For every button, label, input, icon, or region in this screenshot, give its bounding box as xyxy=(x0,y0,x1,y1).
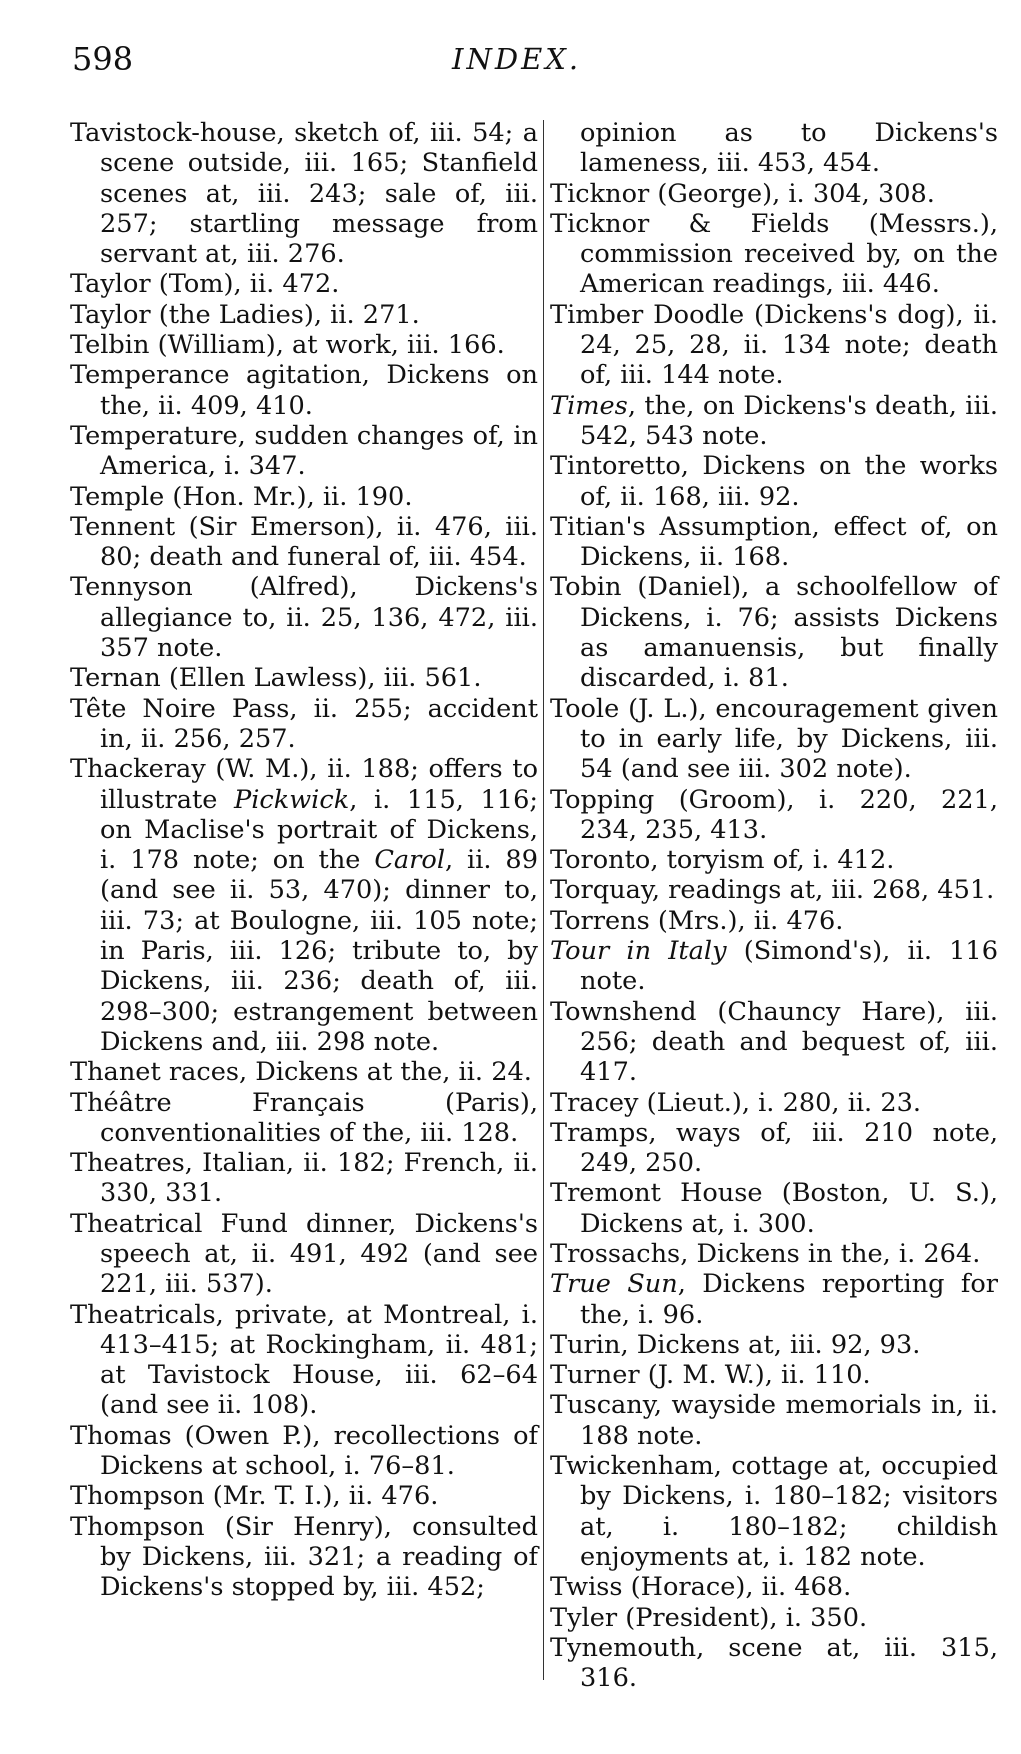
italic-title: Carol xyxy=(374,845,446,876)
entry-text: Tynemouth, scene at, iii. 315, 316. xyxy=(550,1632,998,1694)
entry-text: Tuscany, wayside memorials in, ii. 188 note. xyxy=(550,1390,998,1451)
entry-text: Thackeray (W. M.), ii. 188; offers to illustrate xyxy=(70,754,538,815)
entry-text: Trossachs, Dickens in the, i. 264. xyxy=(550,1238,981,1269)
entry-text: Turner (J. M. W.), ii. 110. xyxy=(550,1360,871,1391)
index-entry xyxy=(550,1572,998,1602)
page-title: INDEX. xyxy=(452,42,582,76)
index-entry xyxy=(70,512,538,573)
entry-text: Taylor (Tom), ii. 472. xyxy=(70,269,340,300)
index-entry xyxy=(550,1269,998,1330)
index-entry xyxy=(550,300,998,391)
entry-text: Toole (J. L.), encouragement given to in early life, by Dickens, iii. 54 (and see iii. 302 note). xyxy=(550,693,998,785)
index-entry xyxy=(550,1088,998,1118)
index-entry xyxy=(550,1360,998,1390)
entry-text: Twiss (Horace), ii. 468. xyxy=(550,1572,852,1603)
entry-text: Thanet races, Dickens at the, ii. 24. xyxy=(70,1057,532,1088)
index-entry xyxy=(550,936,998,997)
entry-text: , i. 115, 116; on Maclise's portrait of Dickens, i. 178 note; on the xyxy=(100,784,538,876)
entry-text: Tramps, ways of, iii. 210 note, 249, 250. xyxy=(550,1117,998,1179)
entry-text: Telbin (William), at work, iii. 166. xyxy=(70,330,505,361)
entry-text: (Simond's), ii. 116 note. xyxy=(580,936,998,997)
index-entry xyxy=(70,754,538,1057)
page-number: 598 xyxy=(72,40,134,78)
entry-text: Tobin (Daniel), a schoolfellow of Dickens, i. 76; assists Dickens as amanuensis, but finally discarded, i. 81. xyxy=(550,572,998,694)
continued-entry: opinion as to Dickens's lameness, iii. 453, 454. xyxy=(580,118,998,179)
entry-text: Théâtre Français (Paris), conventionalities of the, iii. 128. xyxy=(70,1087,538,1148)
index-entry xyxy=(550,906,998,936)
index-entry xyxy=(550,572,998,693)
entry-text: Tyler (President), i. 350. xyxy=(550,1602,868,1633)
index-entry xyxy=(70,663,538,693)
index-entry xyxy=(70,1300,538,1421)
index-entry xyxy=(70,1148,538,1209)
entry-text: Ticknor (George), i. 304, 308. xyxy=(550,178,935,209)
entry-text: Topping (Groom), i. 220, 221, 234, 235, 413. xyxy=(550,784,998,845)
index-entry xyxy=(550,391,998,452)
italic-title: Tour in Italy xyxy=(550,936,727,967)
index-entry xyxy=(70,330,538,360)
index-entry xyxy=(550,1603,998,1633)
entry-text: Temperature, sudden changes of, in America, i. 347. xyxy=(70,420,538,482)
index-entry xyxy=(550,1451,998,1572)
index-entry xyxy=(550,1390,998,1451)
index-entry xyxy=(550,209,998,300)
index-entry xyxy=(550,512,998,573)
index-entry xyxy=(550,875,998,905)
entry-text: Toronto, toryism of, i. 412. xyxy=(550,845,895,876)
entry-text: Tennyson (Alfred), Dickens's allegiance to, ii. 25, 136, 472, iii. 357 note. xyxy=(70,572,538,664)
index-entry xyxy=(550,1239,998,1269)
index-entry xyxy=(550,785,998,846)
index-entry xyxy=(550,1633,998,1694)
index-entry xyxy=(70,1209,538,1300)
entry-text: Tintoretto, Dickens on the works of, ii. 168, iii. 92. xyxy=(550,451,998,512)
index-entry xyxy=(550,845,998,875)
column-divider xyxy=(543,120,544,1680)
entry-text: Theatres, Italian, ii. 182; French, ii. 330, 331. xyxy=(70,1148,538,1209)
index-entry xyxy=(550,1330,998,1360)
entry-text: Tremont House (Boston, U. S.), Dickens at, i. 300. xyxy=(550,1178,998,1239)
index-entry xyxy=(70,360,538,421)
entry-text: Tracey (Lieut.), i. 280, ii. 23. xyxy=(550,1087,922,1118)
entry-text: Temple (Hon. Mr.), ii. 190. xyxy=(70,481,413,512)
index-entry xyxy=(70,572,538,663)
entry-text: Taylor (the Ladies), ii. 271. xyxy=(70,299,420,330)
entry-text: Thomas (Owen P.), recollections of Dickens at school, i. 76–81. xyxy=(70,1420,538,1482)
index-entry xyxy=(550,694,998,785)
italic-title: True Sun xyxy=(550,1269,678,1300)
index-entry xyxy=(70,1481,538,1511)
italic-title: Pickwick xyxy=(234,784,350,815)
entry-text: Ticknor & Fields (Messrs.), commission received by, on the American readings, iii. 446. xyxy=(550,208,998,300)
index-entry xyxy=(70,482,538,512)
entry-text: Timber Doodle (Dickens's dog), ii. 24, 25, 28, ii. 134 note; death of, iii. 144 note. xyxy=(550,299,998,391)
entry-text: Tennent (Sir Emerson), ii. 476, iii. 80; death and funeral of, iii. 454. xyxy=(70,511,538,573)
entry-text: Theatrical Fund dinner, Dickens's speech at, ii. 491, 492 (and see 221, iii. 537). xyxy=(70,1208,538,1300)
italic-title: Times xyxy=(550,390,628,421)
index-entry xyxy=(550,179,998,209)
entry-text: Theatricals, private, at Montreal, i. 413–415; at Rockingham, ii. 481; at Tavistock House, iii. 62–64 (and see ii. 108). xyxy=(70,1299,538,1421)
index-entry xyxy=(70,1057,538,1087)
right-column xyxy=(550,118,998,1693)
index-entry xyxy=(70,300,538,330)
index-entry xyxy=(70,1512,538,1603)
index-entry xyxy=(550,1118,998,1179)
entry-text: Torquay, readings at, iii. 268, 451. xyxy=(550,875,995,906)
entry-text: Tête Noire Pass, ii. 255; accident in, ii. 256, 257. xyxy=(70,693,538,754)
entry-text: Torrens (Mrs.), ii. 476. xyxy=(550,905,844,936)
left-column xyxy=(70,118,538,1603)
index-entry xyxy=(70,1421,538,1482)
entry-text: Ternan (Ellen Lawless), iii. 561. xyxy=(70,663,482,694)
index-entry xyxy=(70,421,538,482)
entry-text: Turin, Dickens at, iii. 92, 93. xyxy=(550,1329,921,1360)
index-entry xyxy=(550,997,998,1088)
page-header xyxy=(72,40,961,90)
entry-text: Thompson (Sir Henry), consulted by Dickens, iii. 321; a reading of Dickens's stopped by, iii. 452; xyxy=(70,1511,538,1603)
index-entry xyxy=(70,118,538,269)
entry-text: Twickenham, cottage at, occupied by Dickens, i. 180–182; visitors at, i. 180–182; childish enjoyments at, i. 182 note. xyxy=(550,1451,998,1572)
entry-text: Thompson (Mr. T. I.), ii. 476. xyxy=(70,1481,439,1512)
entry-text: Titian's Assumption, effect of, on Dickens, ii. 168. xyxy=(550,511,998,573)
index-entry xyxy=(70,269,538,299)
index-entry xyxy=(550,1178,998,1239)
entry-text: , Dickens reporting for the, i. 96. xyxy=(580,1269,998,1330)
entry-text: Temperance agitation, Dickens on the, ii. 409, 410. xyxy=(70,360,538,421)
index-entry xyxy=(70,694,538,755)
entry-text: Townshend (Chauncy Hare), iii. 256; death and bequest of, iii. 417. xyxy=(550,996,998,1088)
entry-text: , the, on Dickens's death, iii. 542, 543 note. xyxy=(580,390,998,451)
index-entry xyxy=(550,451,998,512)
index-entry xyxy=(70,1088,538,1149)
entry-text: , ii. 89 (and see ii. 53, 470); dinner to, iii. 73; at Boulogne, iii. 105 note; in Paris, iii. 126; tribute to, by Dickens, iii. 236; death of, iii. 298–300; estrangement between Dickens and, iii. 298 note. xyxy=(100,845,538,1057)
entry-text: Tavistock-house, sketch of, iii. 54; a scene outside, iii. 165; Stanfield scenes at, iii. 243; sale of, iii. 257; startling message from servant at, iii. 276. xyxy=(70,118,538,270)
